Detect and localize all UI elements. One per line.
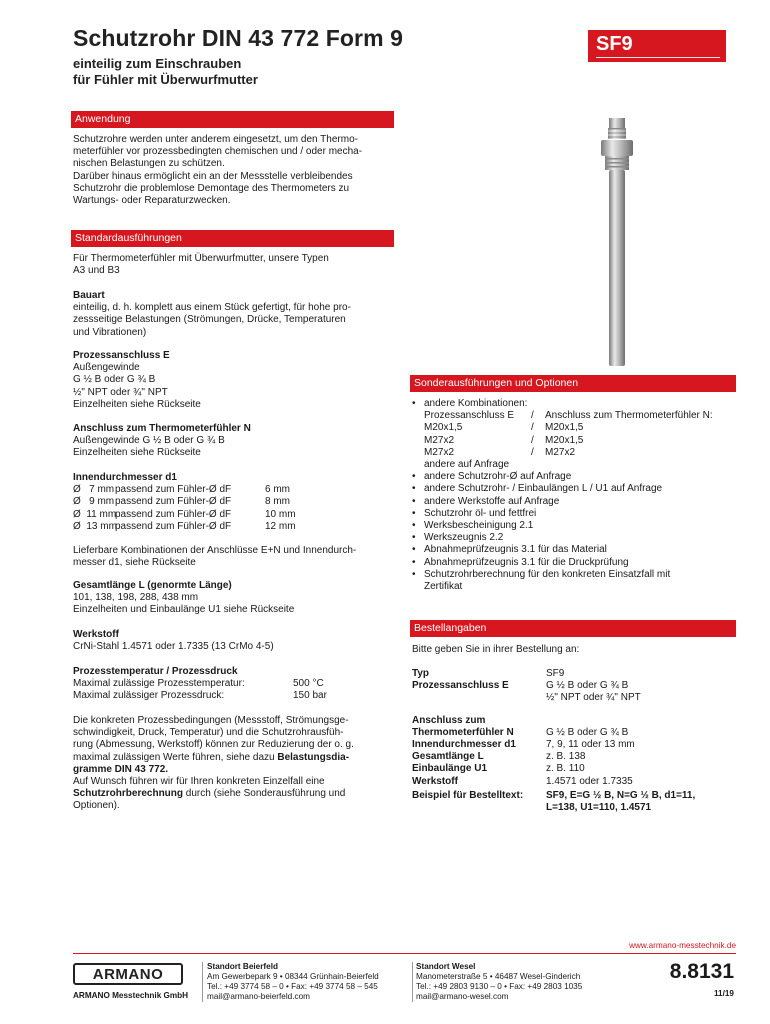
bauart-title: Bauart — [73, 290, 105, 301]
belastungsdiagramme-ref: Belastungsdia- — [277, 751, 350, 763]
beispiel-spacer — [412, 802, 546, 814]
kombi-b: M27x2 — [545, 446, 576, 458]
kombi-row — [424, 447, 742, 459]
kombi-b: M20x1,5 — [545, 434, 584, 446]
text-line: Schutzrohr die problemlose Demontage des Thermometers zu — [73, 182, 350, 194]
bauart-block — [73, 290, 403, 339]
bestell-row — [412, 727, 742, 739]
kombi-sep — [531, 459, 545, 471]
site-address: Am Gewerbepark 9 • 08344 Grünhain-Beierfeld — [207, 972, 379, 981]
text-line: zessseitige Belastungen (Strömungen, Drücke, Temperaturen — [73, 314, 346, 326]
site-email[interactable]: mail@armano-wesel.com — [416, 992, 509, 1001]
text-line: G ½ B oder G ¾ B — [73, 374, 156, 386]
text-line: nischen Belastungen zu schützen. — [73, 158, 225, 170]
text-line — [73, 752, 403, 764]
kombi-b: Anschluss zum Thermometerfühler N: — [545, 410, 713, 422]
text-line: ½" NPT oder ¾" NPT — [73, 386, 168, 398]
diameter-row — [73, 484, 403, 496]
text-line: rung (Abmessung, Werkstoff) können zur Reduzierung der o. g. — [73, 739, 354, 751]
section-standard-heading: Standardausführungen — [71, 230, 394, 247]
werkstoff-title: Werkstoff — [73, 629, 119, 640]
document-number: 8.8131 — [669, 960, 734, 983]
text-line: Lieferbare Kombinationen der Anschlüsse E+N und Innendurch- — [73, 545, 357, 556]
logo-text: ARMANO — [92, 966, 164, 983]
page-subtitle — [73, 56, 258, 88]
bestell-row — [412, 715, 742, 727]
protection-tube-image — [595, 118, 639, 368]
company-name: ARMANO Messtechnik GmbH — [73, 991, 189, 1000]
bestell-key: Prozessanschluss E — [412, 680, 509, 692]
kombi-sep: / — [531, 434, 534, 446]
sonder-item: • Werksbescheinigung 2.1 — [412, 520, 742, 532]
sonder-item: • Schutzrohr öl- und fettfrei — [412, 508, 742, 520]
bestell-value: z. B. 138 — [546, 751, 586, 763]
gesamtlaenge-title: Gesamtlänge L (genormte Länge) — [73, 580, 232, 591]
anwendung-text — [73, 134, 398, 207]
bestell-value: ½" NPT oder ¾" NPT — [546, 692, 641, 704]
footer-rule — [73, 953, 736, 954]
bestell-value: z. B. 110 — [546, 763, 585, 775]
beispiel-text-1: SF9, E=G ½ B, N=G ½ B, d1=11, — [546, 790, 696, 801]
text-line: Darüber hinaus ermöglicht ein an der Messstelle verbleibendes — [73, 170, 353, 182]
site-phone: Tel.: +49 3774 58 – 0 • Fax: +49 3774 58 – 545 — [207, 982, 378, 991]
text-line: messer d1, siehe Rückseite — [73, 557, 196, 569]
diameter-row — [73, 496, 403, 508]
sensor-diameter: 6 mm — [265, 484, 290, 496]
text-line: Schutzrohre werden unter anderem eingesetzt, um den Thermo- — [73, 134, 358, 145]
text-line: Wartungs- oder Reparaturzwecken. — [73, 195, 231, 207]
beispiel-row — [412, 802, 742, 814]
sonder-item: • Werkszeugnis 2.2 — [412, 532, 742, 544]
text-line: Optionen). — [73, 800, 120, 812]
text-line: Die konkreten Prozessbedingungen (Messstoff, Strömungsge- — [73, 715, 349, 726]
bestell-row — [412, 776, 742, 788]
kombi-sep: / — [531, 422, 534, 434]
bestell-key: Anschluss zum — [412, 714, 486, 726]
footer-divider — [412, 962, 413, 1002]
product-code: SF9 — [596, 33, 633, 55]
bestell-intro: Bitte geben Sie in ihrer Bestellung an: — [412, 644, 580, 655]
bestell-row — [412, 668, 742, 680]
text-span: durch (siehe Sonderausführung und — [183, 788, 346, 800]
site-email[interactable]: mail@armano-beierfeld.com — [207, 992, 310, 1001]
bestell-row — [412, 751, 742, 763]
prozessanschluss-block — [73, 350, 403, 411]
diameter-text: passend zum Fühler-Ø dF — [115, 508, 232, 520]
bestell-key — [412, 692, 546, 704]
standard-intro — [73, 253, 403, 277]
bestell-row — [412, 680, 742, 692]
schutzrohrberechnung-ref: Schutzrohrberechnung — [73, 788, 184, 800]
subtitle-line-2: für Fühler mit Überwurfmutter — [73, 72, 258, 87]
text-span: maximal zulässigen Werte führen, siehe dazu — [73, 751, 278, 763]
beispiel-text-2: L=138, U1=110, 1.4571 — [546, 802, 652, 814]
bestell-value: G ½ B oder G ¾ B — [546, 680, 629, 692]
bestell-value: 7, 9, 11 oder 13 mm — [546, 739, 635, 751]
site-beierfeld — [207, 962, 407, 1002]
hinweis-text — [73, 715, 403, 813]
text-line: Einzelheiten und Einbaulänge U1 siehe Rückseite — [73, 604, 295, 616]
bestell-row — [412, 692, 742, 704]
kombi-row — [424, 422, 742, 434]
site-title: Standort Wesel — [416, 962, 476, 971]
subtitle-line-1: einteilig zum Einschrauben — [73, 56, 242, 71]
bestell-row — [412, 739, 742, 751]
page-title: Schutzrohr DIN 43 772 Form 9 — [73, 25, 403, 51]
text-line: A3 und B3 — [73, 265, 120, 277]
sensor-diameter: 12 mm — [265, 520, 296, 532]
text-line: schwindigkeit, Druck, Temperatur) und die Schutzrohrausfüh- — [73, 727, 344, 739]
innendurchmesser-title: Innendurchmesser d1 — [73, 472, 177, 483]
kombi-b: M20x1,5 — [545, 422, 584, 434]
site-address: Manometerstraße 5 • 46487 Wesel-Ginderich — [416, 972, 581, 981]
diameter-value: Ø 11 mm — [73, 508, 117, 520]
kombi-sep: / — [531, 410, 534, 422]
kombi-a: M27x2 — [424, 446, 455, 458]
diameter-text: passend zum Fühler-Ø dF — [115, 520, 232, 532]
kombi-label: • andere Kombinationen: — [424, 398, 528, 409]
armano-logo — [73, 963, 183, 985]
prozess-title: Prozesstemperatur / Prozessdruck — [73, 666, 238, 677]
document-date: 11/19 — [713, 989, 734, 998]
anschluss-block — [73, 423, 403, 460]
bestell-key: Thermometerfühler N — [412, 726, 514, 738]
kombi-sep: / — [531, 446, 534, 458]
text-line: 101, 138, 198, 288, 438 mm — [73, 592, 199, 604]
gesamtlaenge-block — [73, 580, 403, 617]
sonder-list — [412, 398, 742, 593]
prozess-block — [73, 666, 403, 703]
badge-rule — [596, 57, 720, 58]
sensor-diameter: 10 mm — [265, 508, 296, 520]
bestell-key: Innendurchmesser d1 — [412, 739, 516, 751]
bestell-key: Werkstoff — [412, 775, 458, 787]
diameter-text: passend zum Fühler-Ø dF — [115, 496, 232, 508]
website-link[interactable]: www.armano-messtechnik.de — [629, 941, 736, 950]
kombi-row — [424, 459, 742, 471]
kombinationen-text — [73, 545, 403, 569]
product-code-badge — [588, 30, 726, 62]
text-line: Auf Wunsch führen wir für Ihren konkreten Einzelfall eine — [73, 776, 325, 788]
kombi-row — [424, 435, 742, 447]
bestell-key: Typ — [412, 668, 430, 679]
bestell-value: SF9 — [546, 668, 565, 679]
sonder-item — [412, 569, 742, 593]
prozess-row — [73, 678, 403, 690]
innendurchmesser-block — [73, 472, 403, 533]
kombi-a: M27x2 — [424, 434, 455, 446]
section-anwendung-heading: Anwendung — [71, 111, 394, 128]
sonder-item: • Abnahmeprüfzeugnis 3.1 für die Druckprüfung — [412, 557, 742, 569]
bestell-row — [412, 763, 742, 775]
text-line: Außengewinde G ½ B oder G ¾ B — [73, 435, 225, 447]
beispiel-row — [412, 790, 742, 802]
section-sonder-heading: Sonderausführungen und Optionen — [410, 375, 736, 392]
sonder-item: • andere Schutzrohr- / Einbaulängen L / U1 auf Anfrage — [412, 483, 742, 495]
text-line: meterfühler vor prozessbedingten chemischen und / oder mecha- — [73, 146, 363, 158]
bestell-key: Gesamtlänge L — [412, 751, 484, 763]
text-line: Außengewinde — [73, 362, 140, 374]
sonder-item-cont: Zertifikat — [424, 581, 463, 593]
sonder-item-text: • Schutzrohrberechnung für den konkreten Einsatzfall mit — [424, 568, 671, 580]
bestell-key — [412, 705, 546, 715]
bestell-value: G ½ B oder G ¾ B — [546, 726, 629, 738]
text-line: einteilig, d. h. komplett aus einem Stück gefertigt, für hohe pro- — [73, 302, 351, 314]
text-line — [73, 788, 403, 800]
werkstoff-block — [73, 629, 403, 653]
sonder-item: • andere Werkstoffe auf Anfrage — [412, 496, 742, 508]
text-line: Einzelheiten siehe Rückseite — [73, 398, 201, 410]
prozess-value: 150 bar — [293, 690, 327, 702]
diameter-value: Ø 13 mm — [73, 520, 117, 532]
sonder-item: • andere Schutzrohr-Ø auf Anfrage — [412, 471, 742, 483]
text-line: Einzelheiten siehe Rückseite — [73, 447, 201, 459]
kombi-a: andere auf Anfrage — [424, 459, 510, 471]
prozess-label: Maximal zulässige Prozesstemperatur: — [73, 678, 245, 690]
kombi-row — [424, 410, 742, 422]
sonder-item: • Abnahmeprüfzeugnis 3.1 für das Material — [412, 544, 742, 556]
prozess-row — [73, 690, 403, 702]
diameter-text: passend zum Fühler-Ø dF — [115, 484, 232, 496]
section-bestell-heading: Bestellangaben — [410, 620, 736, 637]
bestell-key: Einbaulänge U1 — [412, 763, 488, 775]
bestell-value: 1.4571 oder 1.7335 — [546, 775, 633, 787]
diameter-row — [73, 521, 403, 533]
bestell-row — [412, 705, 742, 715]
diameter-value: Ø 7 mm — [73, 484, 115, 496]
text-line: CrNi-Stahl 1.4571 oder 1.7335 (13 CrMo 4-5) — [73, 641, 274, 653]
bestell-beispiel — [412, 790, 742, 814]
kombi-a: M20x1,5 — [424, 422, 463, 434]
prozessanschluss-title: Prozessanschluss E — [73, 350, 170, 361]
kombi-a: Prozessanschluss E — [424, 410, 515, 422]
site-wesel — [416, 962, 616, 1002]
footer-divider — [202, 962, 203, 1002]
prozess-label: Maximal zulässiger Prozessdruck: — [73, 690, 225, 702]
text-line: gramme DIN 43 772. — [73, 763, 169, 775]
sonder-item-kombinationen — [412, 398, 742, 471]
prozess-value: 500 °C — [293, 678, 324, 690]
diameter-value: Ø 9 mm — [73, 496, 115, 508]
text-line: und Vibrationen) — [73, 326, 147, 338]
site-title: Standort Beierfeld — [207, 962, 278, 971]
diameter-row — [73, 509, 403, 521]
site-phone: Tel.: +49 2803 9130 – 0 • Fax: +49 2803 1035 — [416, 982, 583, 991]
bestell-table — [412, 668, 742, 788]
text-line: Für Thermometerfühler mit Überwurfmutter, unsere Typen — [73, 253, 329, 264]
anschluss-title: Anschluss zum Thermometerfühler N — [73, 423, 251, 434]
beispiel-label: Beispiel für Bestelltext: — [412, 790, 524, 801]
sensor-diameter: 8 mm — [265, 496, 290, 508]
